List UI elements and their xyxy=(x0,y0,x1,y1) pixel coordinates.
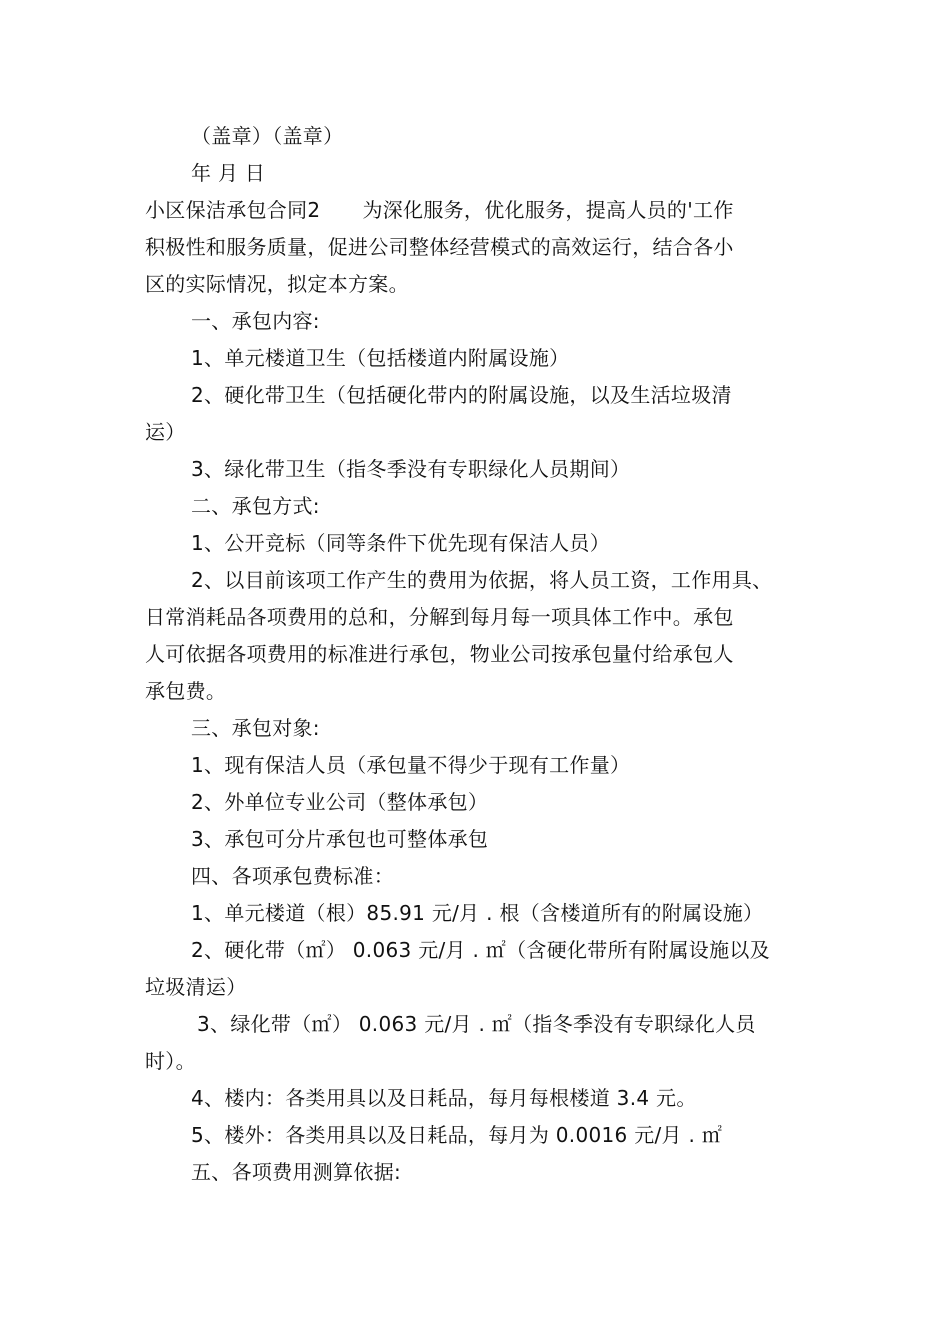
paragraph-line: 区的实际情况，拟定本方案。 xyxy=(145,272,409,296)
contract-title-line xyxy=(145,192,813,229)
contract-title: 小区保洁承包合同2 xyxy=(145,198,321,222)
list-item: 3、绿化带（㎡） 0.063 元/月 . ㎡（指冬季没有专职绿化人员 xyxy=(197,1012,756,1036)
list-item: 4、楼内：各类用具以及日耗品，每月每根楼道 3.4 元。 xyxy=(191,1086,697,1110)
list-item: 1、现有保洁人员（承包量不得少于现有工作量） xyxy=(191,753,631,777)
list-item: 2、硬化带（㎡） 0.063 元/月 . ㎡（含硬化带所有附属设施以及 xyxy=(191,938,771,962)
list-item-continuation: 垃圾清运） xyxy=(145,975,247,999)
list-item: 3、承包可分片承包也可整体承包 xyxy=(191,827,489,851)
list-item: 2、外单位专业公司（整体承包） xyxy=(191,790,489,814)
list-item-continuation: 运） xyxy=(145,420,186,444)
list-item-continuation: 日常消耗品各项费用的总和，分解到每月每一项具体工作中。承包 xyxy=(145,605,734,629)
paragraph-line: 积极性和服务质量，促进公司整体经营模式的高效运行，结合各小 xyxy=(145,235,734,259)
section-heading: 二、承包方式: xyxy=(191,494,320,518)
list-item-continuation: 人可依据各项费用的标准进行承包，物业公司按承包量付给承包人 xyxy=(145,642,734,666)
section-heading: 一、承包内容: xyxy=(191,309,320,333)
list-item: 3、绿化带卫生（指冬季没有专职绿化人员期间） xyxy=(191,457,631,481)
section-heading: 五、各项费用测算依据: xyxy=(191,1160,402,1184)
list-item: 5、楼外：各类用具以及日耗品，每月为 0.0016 元/月 . ㎡ xyxy=(191,1123,723,1147)
list-item: 1、单元楼道（根）85.91 元/月 . 根（含楼道所有的附属设施） xyxy=(191,901,764,925)
date-line: 年 月 日 xyxy=(191,161,266,185)
section-heading: 三、承包对象: xyxy=(191,716,320,740)
list-item: 2、以目前该项工作产生的费用为依据，将人员工资，工作用具、 xyxy=(191,568,773,592)
list-item: 2、硬化带卫生（包括硬化带内的附属设施，以及生活垃圾清 xyxy=(191,383,732,407)
intro-text-start: 为深化服务，优化服务，提高人员的'工作 xyxy=(362,198,734,222)
list-item: 1、公开竞标（同等条件下优先现有保洁人员） xyxy=(191,531,611,555)
document-body xyxy=(145,118,813,1191)
list-item-continuation: 时）。 xyxy=(145,1049,196,1073)
seal-line: （盖章）（盖章） xyxy=(191,124,344,148)
section-heading: 四、各项承包费标准： xyxy=(191,864,394,888)
list-item: 1、单元楼道卫生（包括楼道内附属设施） xyxy=(191,346,570,370)
list-item-continuation: 承包费。 xyxy=(145,679,227,703)
